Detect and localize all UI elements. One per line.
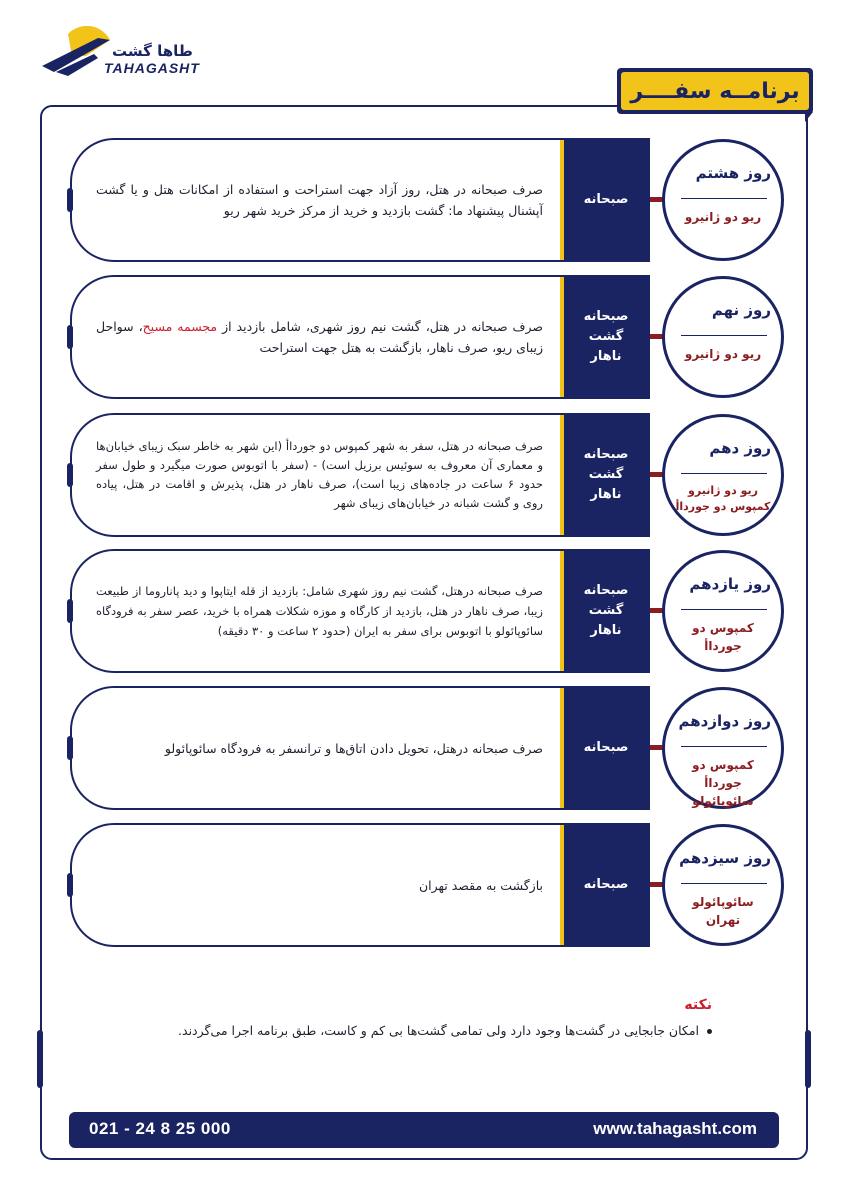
row-nub [67, 599, 73, 623]
day-place: کمپوس دو جورداأ سائوپائولو [692, 758, 754, 808]
day-content-box [70, 138, 650, 262]
row-nub [67, 325, 73, 349]
day-description: صرف صبحانه در هتل، روز آزاد جهت استراحت و استفاده از امکانات هتل و یا گشت آپشنال پیشنهاد ما: گشت بازدید و خرید از مرکز خرید شهر ریو [96, 182, 543, 218]
day-place: سائوپائولو تهران [692, 895, 754, 927]
day-content-box [70, 823, 650, 947]
day-name: روز دهم [709, 439, 771, 457]
row-nub [67, 188, 73, 212]
day-circle [662, 550, 784, 672]
meal-box [560, 825, 648, 945]
divider [681, 746, 767, 747]
phone-number[interactable]: 021 - 24 8 25 000 [89, 1119, 231, 1138]
divider [681, 473, 767, 474]
meal-label: صبحانه گشت ناهار [583, 447, 629, 502]
divider [681, 198, 767, 199]
meal-label: صبحانه گشت ناهار [583, 309, 629, 364]
divider [681, 335, 767, 336]
day-content-box [70, 549, 650, 673]
day-content-box [70, 686, 650, 810]
brand-logo [38, 26, 208, 86]
meal-box [560, 415, 648, 535]
brand-name-en: TAHAGASHT [104, 60, 200, 76]
day-content-box [70, 413, 650, 537]
day-row-13 [70, 823, 775, 947]
row-nub [67, 463, 73, 487]
divider [681, 609, 767, 610]
row-nub [67, 736, 73, 760]
frame-right-tab [805, 1030, 811, 1088]
footer-bar [69, 1112, 779, 1148]
day-circle [662, 414, 784, 536]
day-description: صرف صبحانه در هتل، گشت نیم روز شهری، شامل بازدید از مجسمه مسیح، سواحل زیبای ریو، صرف ناهار، بازگشت به هتل جهت استراحت [96, 319, 543, 355]
day-circle [662, 687, 784, 809]
row-nub [67, 873, 73, 897]
day-place: کمپوس دو جورداأ [692, 621, 754, 653]
day-row-9 [70, 275, 775, 399]
day-name: روز هشتم [695, 164, 771, 182]
day-row-8 [70, 138, 775, 262]
divider [681, 883, 767, 884]
day-circle [662, 276, 784, 398]
note-title: نکته [684, 997, 712, 1013]
title-notch [805, 112, 813, 122]
day-circle [662, 824, 784, 946]
day-description: صرف صبحانه درهتل، گشت نیم روز شهری شامل: بازدید از قله ایتاپوا و دید پاناروما از طبیعت زیبا، صرف ناهار در هتل، بازدید از کارگاه و موزه شکلات همراه با خرید، عصر سفر به فرودگاه سائوپائولو با اتوبوس برای سفر به ایران (حدود ۲ ساعت و ۳۰ دقیقه) [96, 584, 543, 638]
day-place: ریو دو ژانیرو [684, 347, 762, 361]
meal-box [560, 140, 648, 260]
note-text: امکان جابجایی در گشت‌ها وجود دارد ولی تمامی گشت‌ها بی کم و کاست، طبق برنامه اجرا می‌گردند. [112, 1023, 712, 1038]
meal-label: صبحانه [583, 192, 629, 207]
day-place: ریو دو ژانیرو [684, 210, 762, 224]
meal-box [560, 688, 648, 808]
day-row-10 [70, 413, 775, 537]
meal-label: صبحانه گشت ناهار [583, 583, 629, 638]
day-row-11 [70, 549, 775, 673]
day-description: صرف صبحانه درهتل، تحویل دادن اتاق‌ها و ترانسفر به فرودگاه سائوپائولو [164, 740, 543, 756]
day-circle [662, 139, 784, 261]
meal-box [560, 551, 648, 671]
day-name: روز یازدهم [689, 575, 771, 593]
website-link[interactable]: www.tahagasht.com [593, 1119, 757, 1138]
day-row-12 [70, 686, 775, 810]
day-name: روز نهم [711, 301, 771, 319]
page-title-banner [617, 68, 813, 114]
day-description: صرف صبحانه در هتل، سفر به شهر کمپوس دو جورداأ (این شهر به خاطر سبک زیبای خیابان‌ها و معماری آن معروف به سوئیس برزیل است) - (سفر با اتوبوس صورت میگیرد و طول سفر حدود ۶ ساعت در جاده‌های زیبا است)، صرف ناهار در هتل، پذیرش و اقامت در هتل، پیاده روی و گشت شبانه در خیابان‌های زیبای شهر [96, 439, 543, 510]
day-content-box [70, 275, 650, 399]
meal-label: صبحانه [583, 877, 629, 892]
meal-box [560, 277, 648, 397]
meal-label: صبحانه [583, 740, 629, 755]
frame-left-tab [37, 1030, 43, 1088]
logo-mark-icon [38, 26, 118, 86]
day-place: ریو دو ژانیرو کمپوس دو جورداأ [675, 484, 771, 513]
highlight-text: مجسمه مسیح [142, 319, 218, 334]
page-title: برنامــه سفــــر [630, 78, 800, 104]
day-name: روز دوازدهم [678, 712, 771, 730]
bullet-icon [707, 1029, 712, 1034]
brand-name-fa: طاها گشت [112, 42, 193, 60]
day-name: روز سیزدهم [679, 849, 771, 867]
day-description: بازگشت به مقصد تهران [418, 877, 543, 893]
